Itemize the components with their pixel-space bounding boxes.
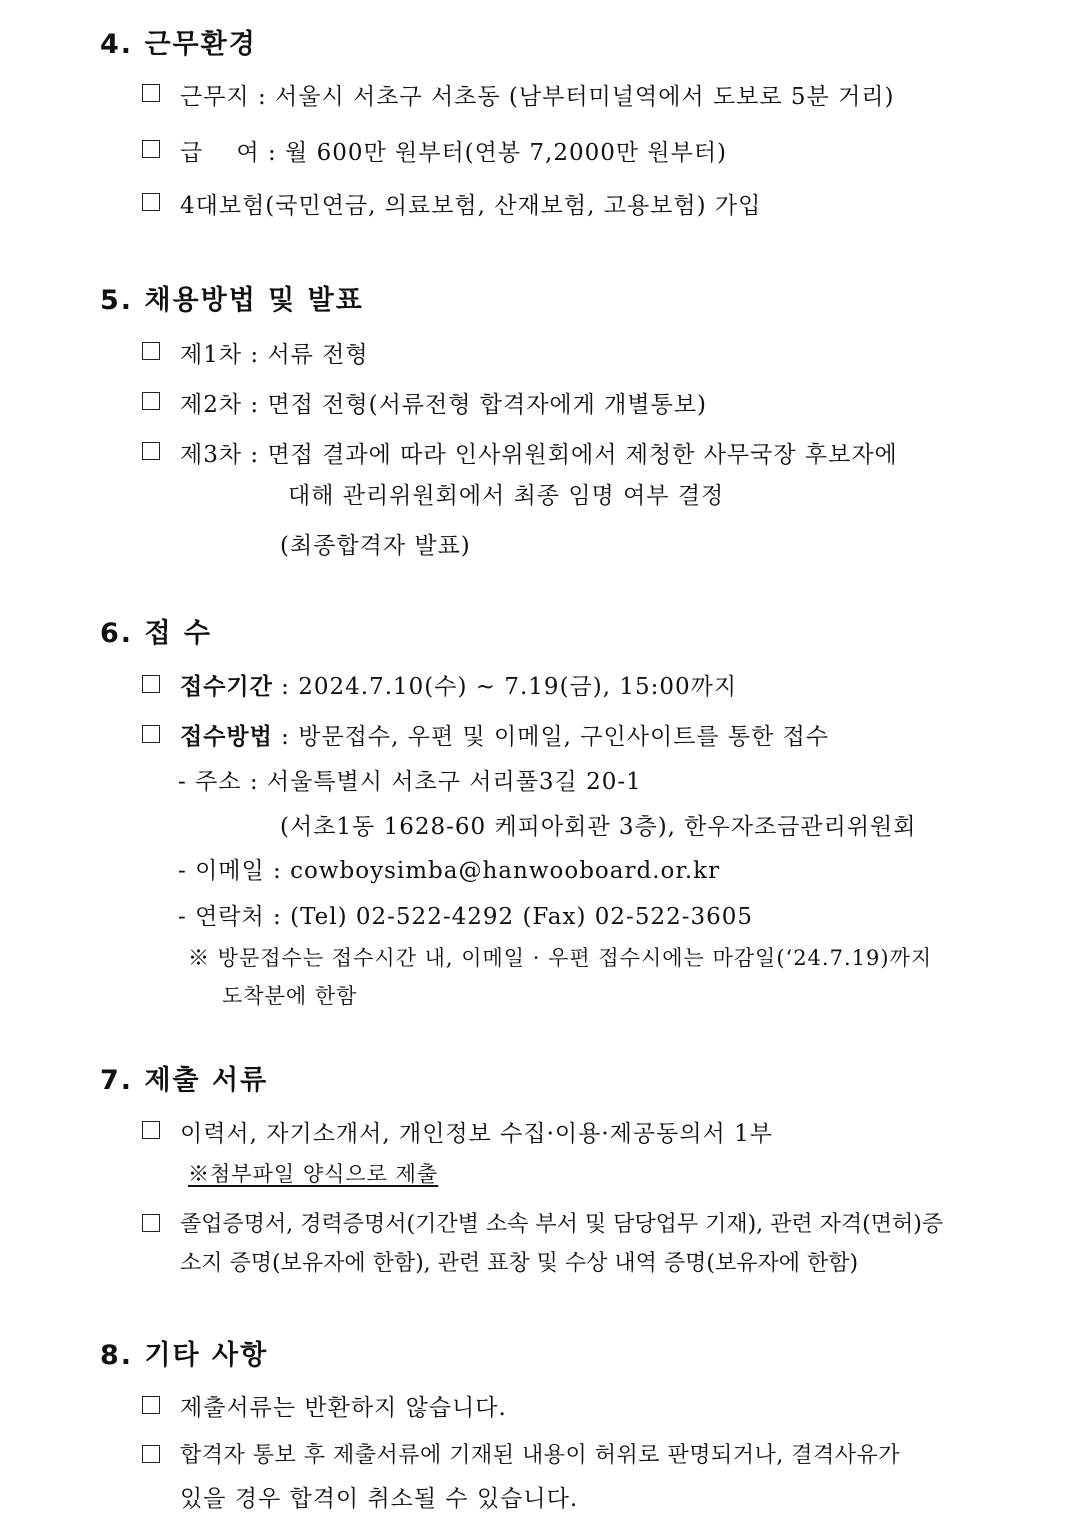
section-7-title: 7. 제출 서류 <box>100 1065 269 1096</box>
section-4-title: 4. 근무환경 <box>100 29 257 60</box>
checkbox-icon <box>142 1214 160 1232</box>
checkbox-icon <box>142 1396 160 1414</box>
stage-3-continuation: 대해 관리위원회에서 최종 임명 여부 결정 <box>288 483 725 509</box>
documents-item-2-continuation: 소지 증명(보유자에 한함), 관련 표창 및 수상 내역 증명(보유자에 한함) <box>180 1251 859 1276</box>
checkbox-icon <box>142 140 160 158</box>
section-6-title: 6. 접 수 <box>100 618 213 649</box>
stage-3-item: 제3차 : 면접 결과에 따라 인사위원회에서 제청한 사무국장 후보자에 <box>180 442 898 468</box>
application-period <box>180 668 737 701</box>
insurance-item: 4대보험(국민연금, 의료보험, 산재보험, 고용보험) 가입 <box>180 193 762 219</box>
documents-item-2: 졸업증명서, 경력증명서(기간별 소속 부서 및 담당업무 기재), 관련 자격(면허)증 <box>180 1212 944 1237</box>
misc-item-2-continuation: 있을 경우 합격이 취소될 수 있습니다. <box>180 1486 579 1512</box>
salary-item: 급 여 : 월 600만 원부터(연봉 7,2000만 원부터) <box>180 140 728 166</box>
checkbox-icon <box>142 675 160 693</box>
email-line: - 이메일 : cowboysimba@hanwooboard.or.kr <box>178 858 721 884</box>
address-continuation: (서초1동 1628-60 케피아회관 3층), 한우자조금관리위원회 <box>280 814 917 840</box>
application-method-label: 접수방법 <box>180 724 273 750</box>
section-8-title: 8. 기타 사항 <box>100 1340 269 1371</box>
checkbox-icon <box>142 1121 160 1139</box>
misc-item-1: 제출서류는 반환하지 않습니다. <box>180 1395 507 1421</box>
documents-item-1: 이력서, 자기소개서, 개인정보 수집·이용·제공동의서 1부 <box>180 1121 773 1147</box>
application-period-value: : 2024.7.10(수) ~ 7.19(금), 15:00까지 <box>272 674 738 700</box>
contact-line: - 연락처 : (Tel) 02-522-4292 (Fax) 02-522-3605 <box>178 904 754 930</box>
checkbox-icon <box>142 392 160 410</box>
stage-1-item: 제1차 : 서류 전형 <box>180 342 369 368</box>
section-5-title: 5. 채용방법 및 발표 <box>100 285 364 316</box>
application-method-value: : 방문접수, 우편 및 이메일, 구인사이트를 통한 접수 <box>272 724 830 750</box>
stage-2-item: 제2차 : 면접 전형(서류전형 합격자에게 개별통보) <box>180 392 708 418</box>
misc-item-2: 합격자 통보 후 제출서류에 기재된 내용이 허위로 판명되거나, 결격사유가 <box>180 1443 901 1468</box>
checkbox-icon <box>142 725 160 743</box>
notice-line: ※ 방문접수는 접수시간 내, 이메일 · 우편 접수시에는 마감일(‘24.7.19)까지 <box>188 946 933 970</box>
address-line: - 주소 : 서울특별시 서초구 서리풀3길 20-1 <box>178 769 642 795</box>
checkbox-icon <box>142 84 160 102</box>
application-period-label: 접수기간 <box>180 674 273 700</box>
attachment-note: ※첨부파일 양식으로 제출 <box>188 1162 439 1186</box>
notice-continuation: 도착분에 한함 <box>222 984 358 1008</box>
application-method <box>180 718 829 751</box>
checkbox-icon <box>142 193 160 211</box>
checkbox-icon <box>142 1445 160 1463</box>
workplace-item: 근무지 : 서울시 서초구 서초동 (남부터미널역에서 도보로 5분 거리) <box>180 84 895 110</box>
stage-3-announcement: (최종합격자 발표) <box>280 533 471 559</box>
checkbox-icon <box>142 442 160 460</box>
checkbox-icon <box>142 342 160 360</box>
